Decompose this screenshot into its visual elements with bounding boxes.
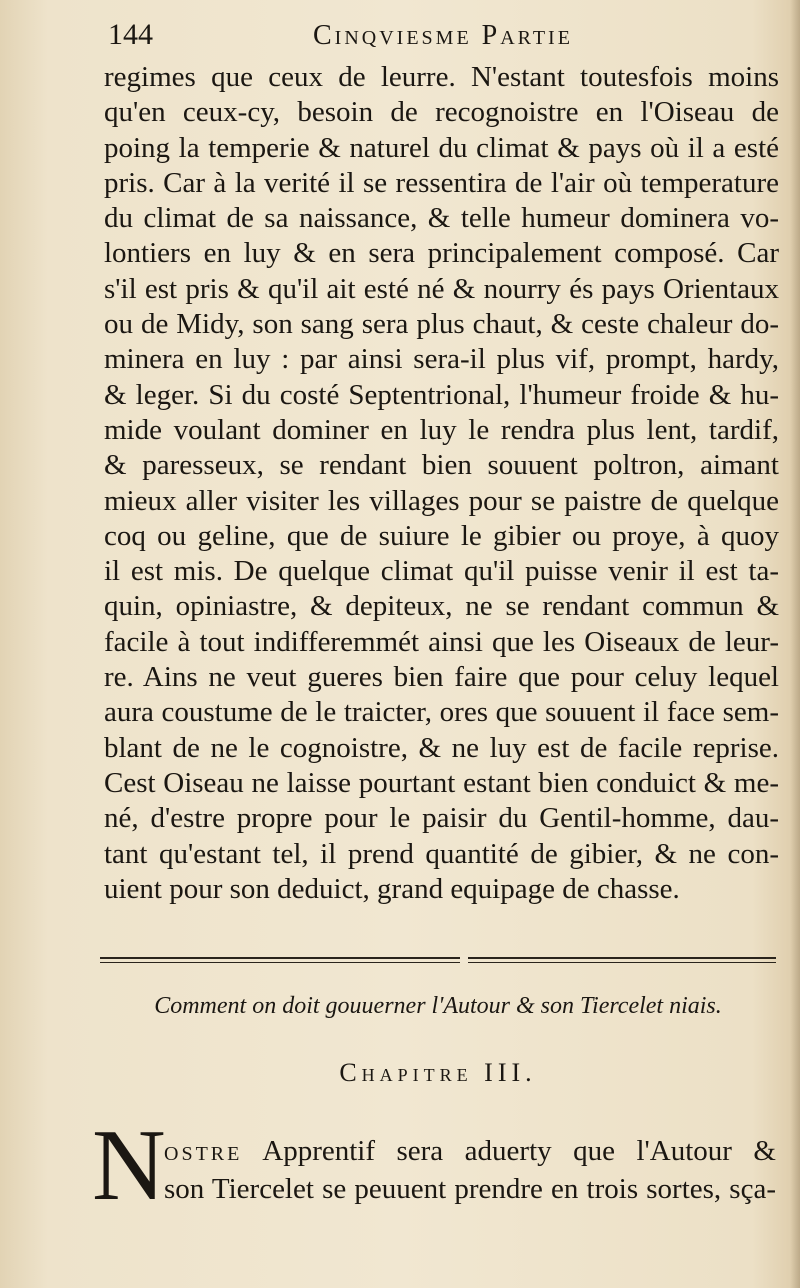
section-title: Comment on doit gouuerner l'Autour & son Tiercelet niais. <box>154 993 722 1019</box>
text-line: aura coustume de le traicter, ores que souuent il face sem- <box>104 696 779 729</box>
page-edge-shadow <box>790 0 800 1288</box>
text-line: blant de ne le cognoistre, & ne luy est de facile reprise. <box>104 731 779 764</box>
text-line: & leger. Si du costé Septentrional, l'humeur froide & hu- <box>104 378 779 411</box>
text-line: & paresseux, se rendant bien souuent poltron, aimant <box>104 449 779 482</box>
text-line: s'il est pris & qu'il ait esté né & nourry és pays Orientaux <box>104 272 779 305</box>
page-number: 144 <box>108 18 153 51</box>
text-line: mide voulant dominer en luy le rendra plus lent, tardif, <box>104 413 779 446</box>
page-header <box>108 14 668 54</box>
text-line: ou de Midy, son sang sera plus chaut, & ceste chaleur do- <box>104 308 779 341</box>
text-line: minera en luy : par ainsi sera-il plus vif, prompt, hardy, <box>104 343 779 376</box>
text-line: né, d'estre propre pour le paisir du Gentil-homme, dau- <box>104 802 779 835</box>
text-line: pris. Car à la verité il se ressentira de l'air où temperature <box>104 166 779 199</box>
section-divider <box>100 957 776 963</box>
body-paragraph <box>104 60 779 907</box>
text-line: poing la temperie & naturel du climat & pays où il a esté <box>104 131 779 164</box>
divider-break <box>460 955 468 963</box>
running-title: Cinqviesme Partie <box>313 20 573 51</box>
text-line: tant qu'estant tel, il prend quantité de gibier, & ne con- <box>104 837 779 870</box>
text-line: uient pour son deduict, grand equipage de chasse. <box>104 872 680 905</box>
text-line: re. Ains ne veut gueres bien faire que pour celuy lequel <box>104 661 779 694</box>
text-line: facile à tout indifferemmét ainsi que les Oiseaux de leur- <box>104 625 779 658</box>
text-line: il est mis. De quelque climat qu'il puisse venir il est ta- <box>104 555 779 588</box>
text-line: mieux aller visiter les villages pour se paistre de quelque <box>104 484 779 517</box>
text-line: regimes que ceux de leurre. N'estant toutesfois moins <box>104 61 779 93</box>
text-line: lontiers en luy & en sera principalement composé. Car <box>104 237 779 270</box>
text-line: qu'en ceux-cy, besoin de recognoistre en l'Oiseau de <box>104 96 779 129</box>
line-rest: Apprentif sera aduerty que l'Autour & <box>262 1135 776 1167</box>
text-line: du climat de sa naissance, & telle humeur dominera vo- <box>104 202 779 235</box>
text-line: Cest Oiseau ne laisse pourtant estant bien conduict & me- <box>104 766 779 799</box>
drop-cap: N <box>92 1109 166 1222</box>
chapter-text-line <box>164 1132 776 1170</box>
chapter-text-line: son Tiercelet se peuuent prendre en trois sortes, sça- <box>164 1173 776 1205</box>
text-line: quin, opiniastre, & depiteux, ne se rendant commun & <box>104 590 779 623</box>
text-line: coq ou geline, que de suiure le gibier ou proye, à quoy <box>104 519 779 552</box>
chapter-paragraph <box>164 1132 776 1208</box>
lead-word: ostre <box>164 1135 243 1167</box>
chapter-heading: Chapitre III. <box>339 1058 537 1087</box>
